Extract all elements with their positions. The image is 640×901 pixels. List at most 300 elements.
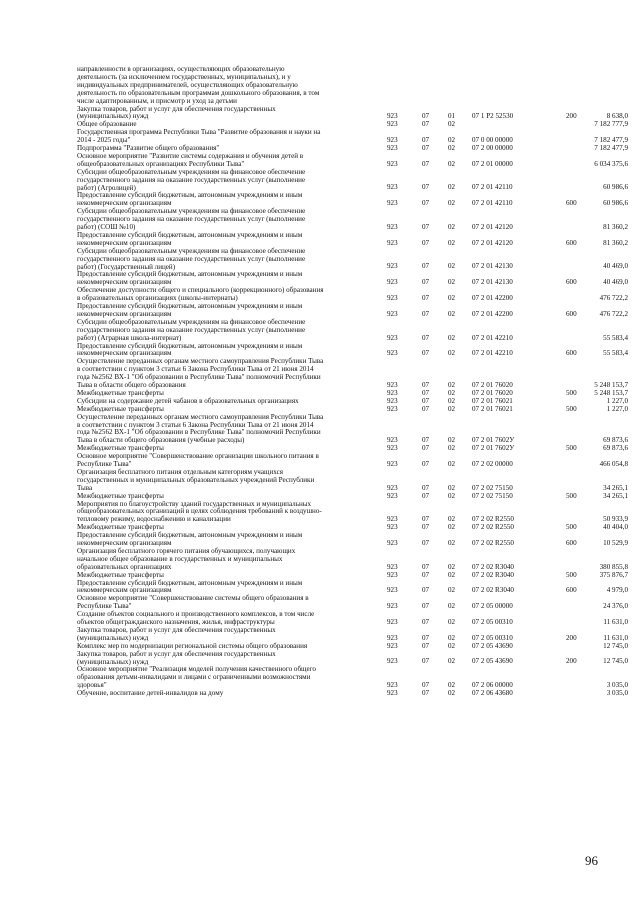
amount: 81 360,2	[603, 222, 628, 231]
target-article-code: 07 2 05 43690	[472, 641, 513, 650]
table-row	[0, 169, 640, 193]
row-name-line: Государственная программа Республики Тыва "Развитие образования и науки на	[77, 128, 321, 137]
section-code: 07	[422, 309, 430, 318]
ministry-code: 923	[387, 404, 398, 413]
page-number: 96	[585, 853, 598, 868]
amount: 4 979,0	[606, 586, 628, 595]
row-name-line: Межбюджетные трансферты	[77, 404, 164, 413]
target-article-code: 07 2 02 R2550	[472, 538, 514, 547]
subsection-code: 02	[448, 159, 456, 168]
section-code: 07	[422, 388, 430, 397]
amount: 380 855,8	[599, 562, 628, 571]
target-article-code: 07 2 02 75150	[472, 491, 513, 500]
table-row	[0, 453, 640, 469]
row-name-line: Предоставление субсидий бюджетным, автономным учреждениям и иным	[77, 341, 303, 350]
table-row	[0, 532, 640, 548]
subsection-code: 02	[448, 222, 456, 231]
ministry-code: 923	[387, 602, 398, 611]
ministry-code: 923	[387, 238, 398, 247]
target-article-code: 07 2 02 R3040	[472, 562, 514, 571]
target-article-code: 07 2 01 7602У	[472, 444, 515, 453]
row-name-line: Закупка товаров, работ и услуг для обеспечения государственных	[77, 625, 276, 634]
row-name	[77, 453, 377, 469]
subsection-code: 02	[448, 491, 456, 500]
section-code: 07	[422, 222, 430, 231]
subsection-code: 02	[448, 333, 456, 342]
subsection-code: 02	[448, 681, 456, 690]
row-name-line: Основное мероприятие "Развитие системы содержания и обучения детей в	[77, 151, 304, 160]
subsection-code: 02	[448, 657, 456, 666]
target-article-code: 07 2 00 00000	[472, 144, 513, 152]
target-article-code: 07 2 06 43680	[472, 689, 513, 698]
row-name	[77, 129, 377, 145]
target-article-code: 07 2 01 76021	[472, 404, 513, 413]
subsection-code: 02	[448, 404, 456, 413]
section-code: 07	[422, 144, 430, 152]
expense-type-code: 200	[566, 633, 577, 642]
amount: 12 745,0	[603, 641, 628, 650]
amount: 3 035,0	[606, 689, 628, 698]
amount: 476 722,2	[599, 309, 628, 318]
subsection-code: 02	[448, 238, 456, 247]
row-name-line: Предоставление субсидий бюджетным, автономным учреждениям и иным	[77, 302, 303, 310]
row-name	[77, 303, 377, 319]
expense-type-code: 500	[566, 388, 577, 397]
row-name-line: деятельность (за исключением государственных, муниципальных), и у	[77, 72, 291, 81]
row-name-line: образовательных организациях	[77, 562, 172, 571]
ministry-code: 923	[387, 222, 398, 231]
table-row	[0, 358, 640, 390]
row-name-line: Обучение, воспитание детей-инвалидов на дому	[77, 689, 224, 698]
subsection-code: 02	[448, 617, 456, 626]
subsection-code: 02	[448, 396, 456, 405]
subsection-code: 02	[448, 262, 456, 271]
section-code: 07	[422, 183, 430, 192]
row-name-line: Осуществление переданных органам местного самоуправления Республики Тыва	[77, 357, 324, 366]
row-name	[77, 192, 377, 208]
row-name-line: Межбюджетные трансферты	[77, 491, 164, 500]
row-name-line: государственных и муниципальных образовательных учреждений Республики	[77, 475, 315, 484]
row-name-line: Подпрограмма "Развитие общего образования"	[77, 144, 220, 152]
target-article-code: 07 1 P2 52530	[472, 112, 514, 121]
subsection-code: 02	[448, 459, 456, 468]
target-article-code: 07 2 01 42200	[472, 294, 513, 303]
row-name-line: Комплекс мер по модернизации региональной системы общего образования	[77, 641, 308, 650]
ministry-code: 923	[387, 333, 398, 342]
expense-type-code: 600	[566, 278, 577, 287]
amount: 40 469,0	[603, 278, 628, 287]
expense-type-code: 200	[566, 657, 577, 666]
row-name-line: работ) (СОШ №10)	[77, 223, 136, 231]
row-name-line: государственного задания на оказание государственных услуг (выполнение	[77, 215, 306, 224]
table-row	[0, 580, 640, 596]
row-name-line: Организация бесплатного горячего питания обучающихся, получающих	[77, 546, 296, 555]
subsection-code: 02	[448, 444, 456, 453]
section-code: 07	[422, 491, 430, 500]
table-row	[0, 192, 640, 208]
row-name-line: (муниципальных) нужд	[77, 633, 149, 642]
table-row	[0, 66, 640, 106]
section-code: 07	[422, 238, 430, 247]
ministry-code: 923	[387, 657, 398, 666]
ministry-code: 923	[387, 633, 398, 642]
subsection-code: 02	[448, 538, 456, 547]
row-name-line: Субсидии общеобразовательным учреждениям на финансовое обеспечение	[77, 207, 306, 216]
row-name-line: государственного задания на оказание государственных услуг (выполнение	[77, 254, 306, 263]
section-code: 07	[422, 444, 430, 453]
amount: 3 035,0	[606, 681, 628, 690]
row-name-line: некоммерческим организациям	[77, 539, 172, 547]
subsection-code: 02	[448, 689, 456, 698]
row-name-line: (муниципальных) нужд	[77, 657, 149, 666]
section-code: 07	[422, 538, 430, 547]
row-name-line: индивидуальных предпринимателей, осуществляющих образовательную	[77, 80, 298, 89]
ministry-code: 923	[387, 617, 398, 626]
section-code: 07	[422, 294, 430, 303]
row-name-line: Общее образование	[77, 120, 137, 129]
section-code: 07	[422, 602, 430, 611]
section-code: 07	[422, 633, 430, 642]
row-name-line: объектов общегражданского назначения, жилья, инфраструктуры	[77, 618, 275, 626]
table-row	[0, 343, 640, 359]
row-name	[77, 580, 377, 596]
row-name	[77, 469, 377, 493]
row-name	[77, 153, 377, 169]
row-name-line: общеобразовательных организаций в целях соблюдения требований к воздушно-	[77, 507, 322, 516]
target-article-code: 07 2 01 42110	[472, 183, 513, 192]
table-row	[0, 232, 640, 248]
amount: 40 404,0	[603, 523, 628, 532]
subsection-code: 02	[448, 199, 456, 208]
target-article-code: 07 2 01 42110	[472, 199, 513, 208]
subsection-code: 02	[448, 515, 456, 524]
row-name-line: Субсидии общеобразовательным учреждениям на финансовое обеспечение	[77, 317, 306, 326]
row-name-line: некоммерческим организациям	[77, 586, 172, 595]
subsection-code: 02	[448, 136, 456, 145]
amount: 11 631,0	[603, 633, 628, 642]
row-name-line: Республике Тыва"	[77, 460, 132, 468]
subsection-code: 02	[448, 349, 456, 358]
ministry-code: 923	[387, 262, 398, 271]
row-name	[77, 169, 377, 193]
amount: 12 745,0	[603, 657, 628, 666]
subsection-code: 02	[448, 294, 456, 303]
amount: 60 986,6	[603, 199, 628, 208]
amount: 69 873,6	[603, 436, 628, 445]
expense-type-code: 200	[566, 112, 577, 121]
target-article-code: 07 2 06 00000	[472, 681, 513, 690]
ministry-code: 923	[387, 523, 398, 532]
amount: 34 265,1	[603, 483, 628, 492]
ministry-code: 923	[387, 349, 398, 358]
expense-type-code: 500	[566, 404, 577, 413]
target-article-code: 07 2 01 42130	[472, 278, 513, 287]
amount: 375 876,7	[599, 570, 628, 579]
row-name	[77, 611, 377, 627]
subsection-code: 02	[448, 586, 456, 595]
row-name-line: Предоставление субсидий бюджетным, автономным учреждениям и иным	[77, 578, 303, 587]
target-article-code: 07 2 01 42210	[472, 333, 513, 342]
subsection-code: 02	[448, 183, 456, 192]
section-code: 07	[422, 689, 430, 698]
row-name-line: некоммерческим организациям	[77, 199, 172, 208]
section-code: 07	[422, 159, 430, 168]
section-code: 07	[422, 278, 430, 287]
ministry-code: 923	[387, 491, 398, 500]
row-name	[77, 595, 377, 611]
target-article-code: 07 2 05 00000	[472, 602, 513, 611]
section-code: 07	[422, 657, 430, 666]
row-name	[77, 501, 377, 525]
expense-type-code: 600	[566, 538, 577, 547]
section-code: 07	[422, 199, 430, 208]
table-row	[0, 469, 640, 493]
amount: 10 529,9	[603, 538, 628, 547]
section-code: 07	[422, 112, 430, 121]
section-code: 07	[422, 570, 430, 579]
target-article-code: 07 2 01 42120	[472, 222, 513, 231]
target-article-code: 07 2 05 00310	[472, 633, 513, 642]
row-name-line: Предоставление субсидий бюджетным, автономным учреждениям и иным	[77, 531, 303, 540]
amount: 11 631,0	[603, 617, 628, 626]
target-article-code: 07 2 02 R3040	[472, 570, 514, 579]
row-name-line: Межбюджетные трансферты	[77, 523, 164, 532]
target-article-code: 07 2 01 7602У	[472, 436, 515, 445]
section-code: 07	[422, 562, 430, 571]
subsection-code: 02	[448, 309, 456, 318]
row-name-line: в соответствии с пунктом 3 статьи 6 Закона Республики Тыва от 21 июня 2014	[77, 365, 314, 374]
row-name-line: года №2562 ВХ-1 "Об образовании в Республике Тыва" полномочий Республики	[77, 428, 321, 437]
row-name-line: в образовательных организациях (школы-интернаты)	[77, 294, 238, 303]
row-name-line: Мероприятия по благоустройству зданий государственных и муниципальных	[77, 499, 312, 508]
row-name-line: Основное мероприятие "Совершенствование организации школьного питания в	[77, 452, 319, 461]
subsection-code: 02	[448, 633, 456, 642]
row-name-line: деятельность по образовательным программам дошкольного образования, в том	[77, 88, 320, 97]
subsection-code: 02	[448, 641, 456, 650]
subsection-code: 02	[448, 570, 456, 579]
amount: 1 227,0	[606, 396, 628, 405]
row-name-line: Межбюджетные трансферты	[77, 570, 164, 579]
row-name-line: Основное мероприятие "Реализация моделей получения качественного общего	[77, 665, 316, 674]
amount: 50 933,9	[603, 515, 628, 524]
target-article-code: 07 2 02 R2550	[472, 523, 514, 532]
row-name-line: тепловому режиму, водоснабжению и канализации	[77, 515, 231, 524]
row-name-line: работ) (Государственный лицей)	[77, 262, 176, 271]
table-row	[0, 627, 640, 643]
amount: 6 034 375,6	[594, 159, 628, 168]
ministry-code: 923	[387, 388, 398, 397]
row-name	[77, 666, 377, 690]
row-name-line: направленности в организациях, осуществляющих образовательную	[77, 65, 285, 73]
table-row	[0, 548, 640, 572]
target-article-code: 07 2 02 75150	[472, 483, 513, 492]
row-name	[77, 319, 377, 343]
amount: 1 227,0	[606, 404, 628, 413]
row-name	[77, 532, 377, 548]
row-name-line: в соответствии с пунктом 3 статьи 6 Закона Республики Тыва от 21 июня 2014	[77, 420, 314, 429]
row-name-line: некоммерческим организациям	[77, 309, 172, 318]
table-row	[0, 271, 640, 287]
section-code: 07	[422, 380, 430, 389]
row-name	[77, 248, 377, 272]
ministry-code: 923	[387, 689, 398, 698]
row-name	[77, 66, 377, 106]
target-article-code: 07 2 01 76021	[472, 396, 513, 405]
ministry-code: 923	[387, 459, 398, 468]
target-article-code: 07 2 01 42200	[472, 309, 513, 318]
row-name-line: (муниципальных) нужд	[77, 112, 149, 121]
ministry-code: 923	[387, 436, 398, 445]
row-name-line: Основное мероприятие "Совершенствование системы общего образования в	[77, 594, 309, 603]
row-name	[77, 358, 377, 390]
row-name-line: Закупка товаров, работ и услуг для обеспечения государственных	[77, 104, 276, 113]
subsection-code: 02	[448, 602, 456, 611]
row-name	[77, 271, 377, 287]
row-name-line: Обеспечение доступности общего и специального (коррекционного) образования	[77, 286, 324, 295]
section-code: 07	[422, 396, 430, 405]
amount: 8 638,0	[606, 112, 628, 121]
section-code: 07	[422, 120, 430, 129]
ministry-code: 923	[387, 396, 398, 405]
amount: 55 583,4	[603, 333, 628, 342]
table-row	[0, 651, 640, 667]
table-row	[0, 208, 640, 232]
row-name-line: работ) (Аграрная школа-интернат)	[77, 333, 182, 342]
row-name-line: Закупка товаров, работ и услуг для обеспечения государственных	[77, 649, 276, 658]
amount: 34 265,1	[603, 491, 628, 500]
table-row	[0, 414, 640, 446]
amount: 81 360,2	[603, 238, 628, 247]
row-name-line: Межбюджетные трансферты	[77, 388, 164, 397]
ministry-code: 923	[387, 681, 398, 690]
table-row	[0, 153, 640, 169]
ministry-code: 923	[387, 570, 398, 579]
subsection-code: 02	[448, 120, 456, 129]
row-name-line: числе адаптированным, и присмотр и уход за детьми	[77, 96, 237, 105]
row-name-line: некоммерческим организациям	[77, 238, 172, 247]
expense-type-code: 600	[566, 586, 577, 595]
ministry-code: 923	[387, 586, 398, 595]
section-code: 07	[422, 404, 430, 413]
table-row	[0, 690, 640, 698]
section-code: 07	[422, 436, 430, 445]
target-article-code: 07 2 02 R2550	[472, 515, 514, 524]
expense-type-code: 500	[566, 570, 577, 579]
row-name	[77, 414, 377, 446]
section-code: 07	[422, 333, 430, 342]
target-article-code: 07 2 02 R3040	[472, 586, 514, 595]
row-name	[77, 287, 377, 303]
table-row	[0, 248, 640, 272]
target-article-code: 07 2 01 42120	[472, 238, 513, 247]
row-name	[77, 627, 377, 643]
row-name-line: государственного задания на оказание государственных услуг (выполнение	[77, 175, 306, 184]
ministry-code: 923	[387, 515, 398, 524]
row-name	[77, 548, 377, 572]
row-name	[77, 343, 377, 359]
table-row	[0, 666, 640, 690]
table-row	[0, 595, 640, 611]
subsection-code: 02	[448, 562, 456, 571]
amount: 7 182 777,9	[594, 120, 628, 129]
row-name	[77, 690, 377, 698]
target-article-code: 07 2 05 00310	[472, 617, 513, 626]
ministry-code: 923	[387, 278, 398, 287]
subsection-code: 02	[448, 144, 456, 152]
subsection-code: 02	[448, 388, 456, 397]
section-code: 07	[422, 681, 430, 690]
amount: 40 469,0	[603, 262, 628, 271]
row-name-line: Предоставление субсидий бюджетным, автономным учреждениям и иным	[77, 270, 303, 279]
amount: 60 986,6	[603, 183, 628, 192]
subsection-code: 02	[448, 278, 456, 287]
section-code: 07	[422, 586, 430, 595]
row-name-line: Субсидии общеобразовательным учреждениям на финансовое обеспечение	[77, 167, 306, 176]
row-name-line: Организация бесплатного питания отдельным категориям учащихся	[77, 467, 284, 476]
expense-type-code: 600	[566, 199, 577, 208]
table-row	[0, 501, 640, 525]
section-code: 07	[422, 459, 430, 468]
amount: 55 583,4	[603, 349, 628, 358]
ministry-code: 923	[387, 294, 398, 303]
row-name-line: Тыва в области общего образования (учебные расходы)	[77, 436, 245, 445]
ministry-code: 923	[387, 483, 398, 492]
subsection-code: 01	[448, 112, 456, 121]
table-row	[0, 287, 640, 303]
row-name-line: Создание объектов социального и производственного комплексов, в том числе	[77, 610, 315, 619]
row-name-line: Осуществление переданных органам местного самоуправления Республики Тыва	[77, 412, 324, 421]
amount: 5 248 153,7	[594, 388, 628, 397]
row-name-line: начальное общее образование в государственных и муниципальных	[77, 554, 283, 563]
amount: 476 722,2	[599, 294, 628, 303]
amount: 5 248 153,7	[594, 380, 628, 389]
row-name-line: Предоставление субсидий бюджетным, автономным учреждениям и иным	[77, 191, 303, 200]
expense-type-code: 600	[566, 349, 577, 358]
expense-type-code: 500	[566, 491, 577, 500]
row-name	[77, 106, 377, 122]
target-article-code: 07 2 02 00000	[472, 459, 513, 468]
table-row	[0, 129, 640, 145]
section-code: 07	[422, 515, 430, 524]
ministry-code: 923	[387, 199, 398, 208]
section-code: 07	[422, 136, 430, 145]
section-code: 07	[422, 483, 430, 492]
expense-type-code: 600	[566, 309, 577, 318]
row-name-line: Тыва в области общего образования	[77, 381, 186, 390]
ministry-code: 923	[387, 641, 398, 650]
row-name	[77, 208, 377, 232]
row-name-line: Субсидии на содержание детей чабанов в образовательных организациях	[77, 396, 299, 405]
table-row	[0, 106, 640, 122]
row-name-line: общеобразовательных организациях Республики Тыва"	[77, 159, 245, 168]
amount: 69 873,6	[603, 444, 628, 453]
ministry-code: 923	[387, 538, 398, 547]
row-name-line: Субсидии общеобразовательным учреждениям на финансовое обеспечение	[77, 246, 306, 255]
row-name	[77, 651, 377, 667]
section-code: 07	[422, 349, 430, 358]
expense-type-code: 500	[566, 523, 577, 532]
ministry-code: 923	[387, 380, 398, 389]
row-name-line: образования детьми-инвалидами и лицами с ограниченными возможностями	[77, 673, 311, 682]
target-article-code: 07 0 00 00000	[472, 136, 513, 145]
row-name	[77, 232, 377, 248]
target-article-code: 07 2 01 00000	[472, 159, 513, 168]
ministry-code: 923	[387, 562, 398, 571]
ministry-code: 923	[387, 144, 398, 152]
section-code: 07	[422, 262, 430, 271]
section-code: 07	[422, 617, 430, 626]
row-name-line: года №2562 ВХ-1 "Об образовании в Республике Тыва" полномочий Республики	[77, 373, 321, 382]
